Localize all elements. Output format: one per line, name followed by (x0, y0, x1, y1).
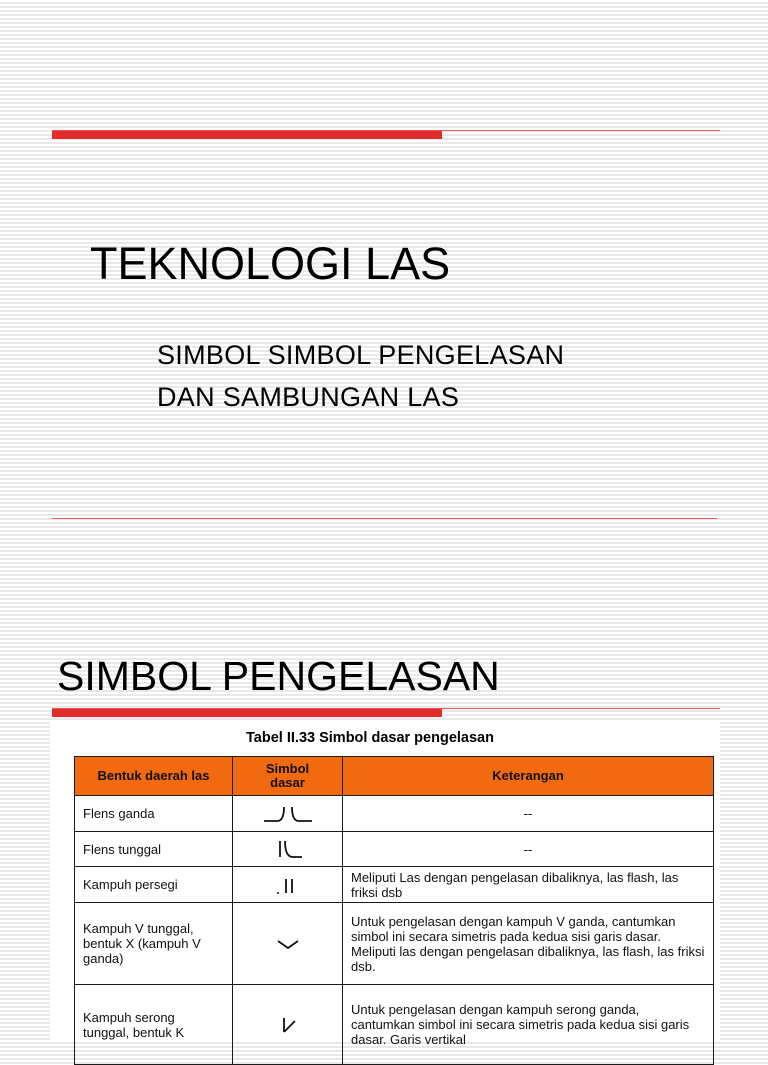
single-flange-icon (268, 838, 308, 860)
cell-note: -- (343, 832, 714, 867)
slide1-subtitle-line: DAN SAMBUNGAN LAS (157, 382, 460, 412)
cell-note: -- (343, 796, 714, 832)
cell-symbol (233, 796, 343, 832)
square-groove-icon (268, 874, 308, 896)
table-row (75, 796, 714, 832)
bevel-groove-icon (268, 1014, 308, 1036)
cell-symbol (233, 903, 343, 985)
table-panel (50, 722, 720, 1047)
cell-shape: Flens ganda (75, 796, 233, 832)
header-shape: Bentuk daerah las (75, 757, 233, 796)
slide1-title: TEKNOLOGI LAS (90, 238, 451, 289)
cell-shape: Kampuh serong tunggal, bentuk K (75, 985, 233, 1065)
double-flange-icon (258, 803, 318, 825)
table-header-row (75, 757, 714, 796)
slide1-bottom-rule (52, 518, 717, 519)
weld-symbol-table (74, 756, 714, 1065)
cell-note: Meliputi Las dengan pengelasan dibaliknya, las flash, las friksi dsb (343, 867, 714, 903)
cell-shape: Kampuh V tunggal, bentuk X (kampuh V ganda) (75, 903, 233, 985)
v-groove-icon (268, 933, 308, 955)
cell-symbol (233, 867, 343, 903)
header-note: Keterangan (343, 757, 714, 796)
cell-note: Untuk pengelasan dengan kampuh serong ganda, cantumkan simbol ini secara simetris pada kedua sisi garis dasar. Garis vertikal (343, 985, 714, 1065)
header-symbol: Simbol dasar (233, 757, 343, 796)
table-row (75, 867, 714, 903)
slide1-subtitle (157, 334, 564, 418)
cell-shape: Flens tunggal (75, 832, 233, 867)
cell-shape: Kampuh persegi (75, 867, 233, 903)
table-caption: Tabel II.33 Simbol dasar pengelasan (246, 730, 494, 746)
table-row (75, 985, 714, 1065)
slide2-thick-rule (52, 709, 442, 717)
slide1-top-thick-rule (52, 131, 442, 139)
slide2-title: SIMBOL PENGELASAN (57, 653, 500, 699)
cell-symbol (233, 832, 343, 867)
cell-note: Untuk pengelasan dengan kampuh V ganda, cantumkan simbol ini secara simetris pada kedua sisi garis dasar. Meliputi las dengan pengelasan dibaliknya, las flash, las friksi dsb. (343, 903, 714, 985)
cell-symbol (233, 985, 343, 1065)
table-row (75, 832, 714, 867)
table-row (75, 903, 714, 985)
slide1-subtitle-line: SIMBOL SIMBOL PENGELASAN (157, 340, 565, 370)
